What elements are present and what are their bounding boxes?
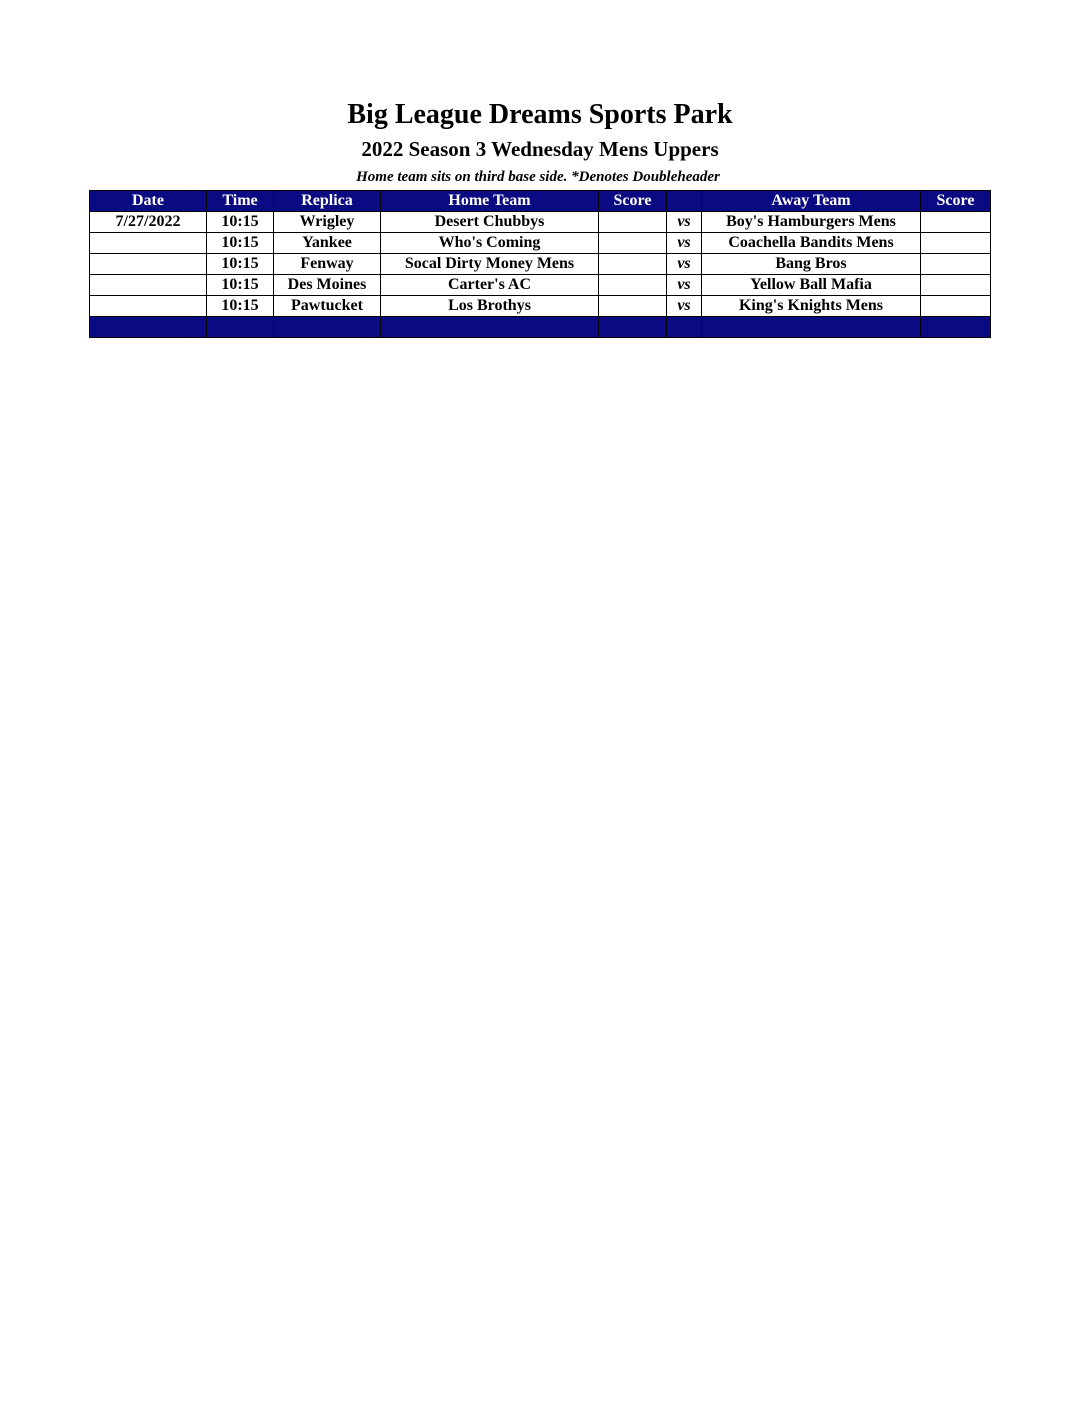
cell-away-score bbox=[921, 254, 991, 275]
table-row bbox=[90, 212, 991, 233]
cell-away-team: King's Knights Mens bbox=[702, 296, 921, 317]
cell-away-team: Yellow Ball Mafia bbox=[702, 275, 921, 296]
footer-cell bbox=[599, 317, 667, 338]
cell-vs: vs bbox=[667, 296, 702, 317]
cell-home-team: Carter's AC bbox=[381, 275, 599, 296]
cell-home-score bbox=[599, 275, 667, 296]
cell-date bbox=[90, 233, 207, 254]
table-row bbox=[90, 296, 991, 317]
schedule-note: Home team sits on third base side. *Denotes Doubleheader bbox=[356, 169, 720, 185]
table-footer-row bbox=[90, 317, 991, 338]
cell-replica: Des Moines bbox=[274, 275, 381, 296]
footer-cell bbox=[274, 317, 381, 338]
page-title: Big League Dreams Sports Park bbox=[347, 99, 733, 130]
column-header-home-score: Score bbox=[599, 191, 667, 212]
cell-home-team: Who's Coming bbox=[381, 233, 599, 254]
cell-time: 10:15 bbox=[207, 296, 274, 317]
cell-home-team: Socal Dirty Money Mens bbox=[381, 254, 599, 275]
cell-time: 10:15 bbox=[207, 275, 274, 296]
column-header-away-score: Score bbox=[921, 191, 991, 212]
cell-away-team: Bang Bros bbox=[702, 254, 921, 275]
cell-time: 10:15 bbox=[207, 254, 274, 275]
cell-vs: vs bbox=[667, 275, 702, 296]
column-header-vs bbox=[667, 191, 702, 212]
cell-away-team: Coachella Bandits Mens bbox=[702, 233, 921, 254]
table-row bbox=[90, 233, 991, 254]
cell-home-score bbox=[599, 254, 667, 275]
cell-away-score bbox=[921, 212, 991, 233]
cell-away-score bbox=[921, 233, 991, 254]
cell-date bbox=[90, 296, 207, 317]
cell-away-team: Boy's Hamburgers Mens bbox=[702, 212, 921, 233]
cell-replica: Yankee bbox=[274, 233, 381, 254]
cell-away-score bbox=[921, 296, 991, 317]
page-subtitle: 2022 Season 3 Wednesday Mens Uppers bbox=[361, 137, 719, 161]
cell-replica: Pawtucket bbox=[274, 296, 381, 317]
footer-cell bbox=[90, 317, 207, 338]
column-header-time: Time bbox=[207, 191, 274, 212]
cell-away-score bbox=[921, 275, 991, 296]
cell-date bbox=[90, 275, 207, 296]
schedule-table bbox=[89, 190, 991, 338]
column-header-away-team: Away Team bbox=[702, 191, 921, 212]
cell-home-team: Desert Chubbys bbox=[381, 212, 599, 233]
table-header-row bbox=[90, 191, 991, 212]
cell-replica: Wrigley bbox=[274, 212, 381, 233]
cell-time: 10:15 bbox=[207, 212, 274, 233]
cell-home-score bbox=[599, 233, 667, 254]
footer-cell bbox=[702, 317, 921, 338]
footer-cell bbox=[381, 317, 599, 338]
cell-date bbox=[90, 254, 207, 275]
cell-home-team: Los Brothys bbox=[381, 296, 599, 317]
cell-replica: Fenway bbox=[274, 254, 381, 275]
footer-cell bbox=[667, 317, 702, 338]
cell-date: 7/27/2022 bbox=[90, 212, 207, 233]
footer-cell bbox=[207, 317, 274, 338]
cell-vs: vs bbox=[667, 233, 702, 254]
column-header-replica: Replica bbox=[274, 191, 381, 212]
column-header-date: Date bbox=[90, 191, 207, 212]
table-row bbox=[90, 275, 991, 296]
cell-time: 10:15 bbox=[207, 233, 274, 254]
cell-vs: vs bbox=[667, 254, 702, 275]
cell-vs: vs bbox=[667, 212, 702, 233]
footer-cell bbox=[921, 317, 991, 338]
cell-home-score bbox=[599, 212, 667, 233]
column-header-home-team: Home Team bbox=[381, 191, 599, 212]
table-row bbox=[90, 254, 991, 275]
cell-home-score bbox=[599, 296, 667, 317]
